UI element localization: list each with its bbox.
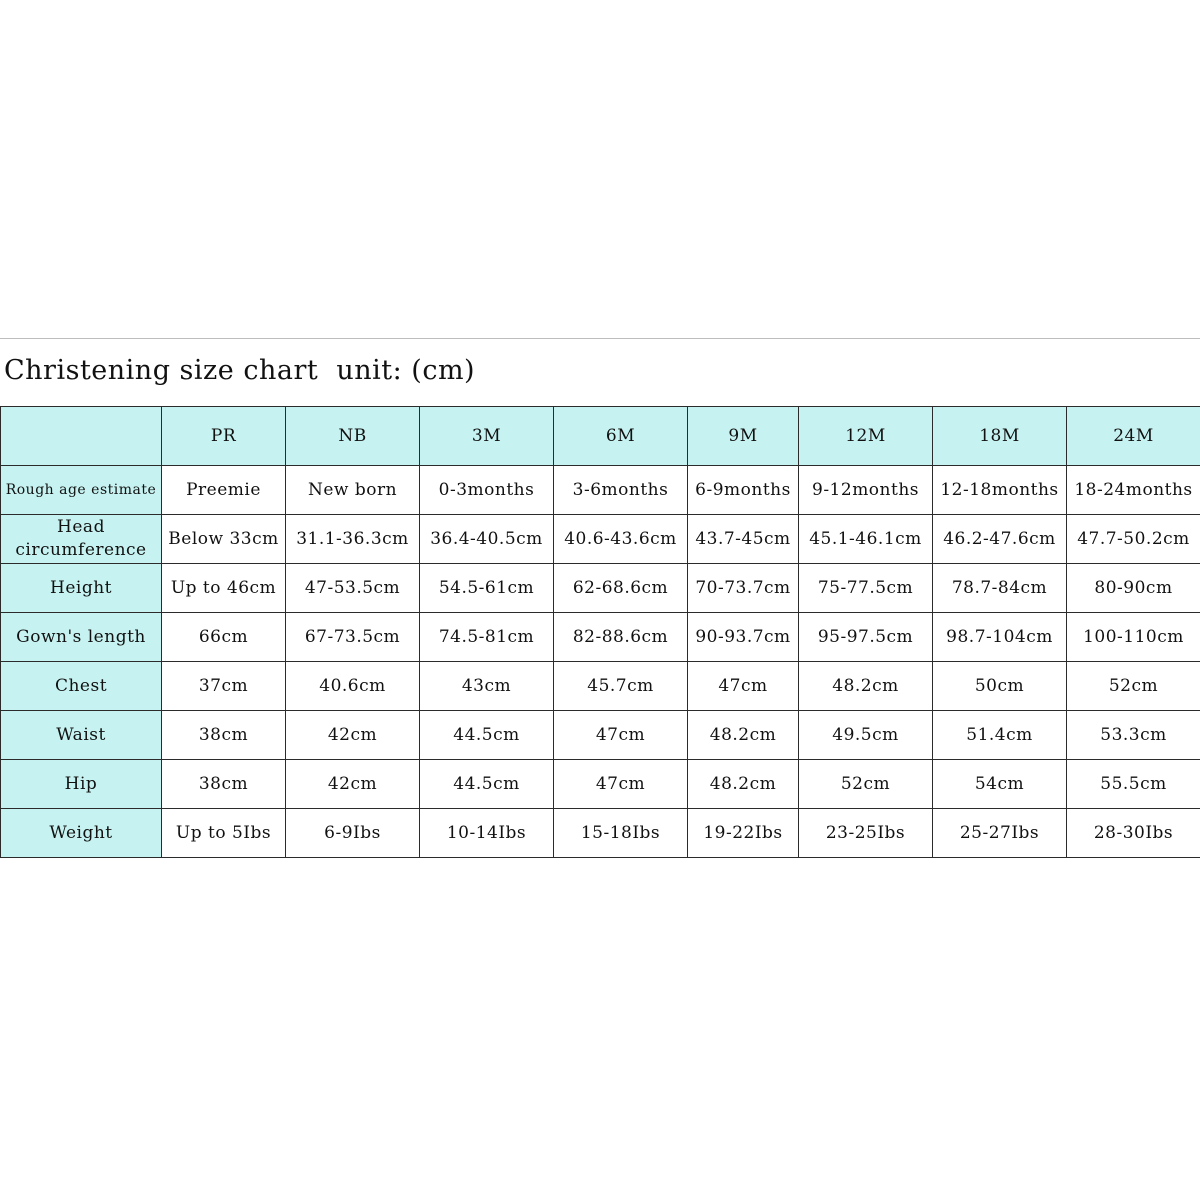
table-row [1, 515, 1200, 564]
table-cell: 19-22Ibs [688, 809, 799, 858]
table-row [1, 466, 1200, 515]
table-cell: 6-9Ibs [286, 809, 420, 858]
table-cell: 43cm [420, 662, 554, 711]
corner-cell [1, 407, 162, 466]
table-cell: 18-24months [1067, 466, 1200, 515]
table-cell: 12-18months [933, 466, 1067, 515]
size-header-3m: 3M [420, 407, 554, 466]
table-cell: 6-9months [688, 466, 799, 515]
table-cell: 75-77.5cm [799, 564, 933, 613]
table-cell: 54.5-61cm [420, 564, 554, 613]
table-cell: 82-88.6cm [554, 613, 688, 662]
table-cell: 9-12months [799, 466, 933, 515]
size-chart-table [0, 406, 1200, 858]
table-cell: 15-18Ibs [554, 809, 688, 858]
row-label: Head circumference [1, 515, 162, 564]
table-cell: 74.5-81cm [420, 613, 554, 662]
row-label: Height [1, 564, 162, 613]
table-cell: 47.7-50.2cm [1067, 515, 1200, 564]
table-cell: 52cm [1067, 662, 1200, 711]
table-row [1, 564, 1200, 613]
table-cell: 48.2cm [799, 662, 933, 711]
table-cell: 47-53.5cm [286, 564, 420, 613]
table-cell: 47cm [554, 711, 688, 760]
table-cell: 95-97.5cm [799, 613, 933, 662]
table-cell: 25-27Ibs [933, 809, 1067, 858]
table-cell: 42cm [286, 711, 420, 760]
table-row [1, 613, 1200, 662]
table-cell: 62-68.6cm [554, 564, 688, 613]
table-cell: 51.4cm [933, 711, 1067, 760]
table-cell: 50cm [933, 662, 1067, 711]
table-row [1, 760, 1200, 809]
table-cell: 40.6cm [286, 662, 420, 711]
table-cell: 53.3cm [1067, 711, 1200, 760]
table-cell: 44.5cm [420, 760, 554, 809]
size-header-6m: 6M [554, 407, 688, 466]
top-divider [0, 338, 1200, 339]
table-cell: 47cm [688, 662, 799, 711]
table-cell: 48.2cm [688, 711, 799, 760]
size-header-nb: NB [286, 407, 420, 466]
table-cell: 100-110cm [1067, 613, 1200, 662]
table-cell: 52cm [799, 760, 933, 809]
table-cell: 36.4-40.5cm [420, 515, 554, 564]
table-cell: 45.7cm [554, 662, 688, 711]
size-header-24m: 24M [1067, 407, 1200, 466]
table-cell: 47cm [554, 760, 688, 809]
size-header-9m: 9M [688, 407, 799, 466]
row-label: Chest [1, 662, 162, 711]
table-cell: 28-30Ibs [1067, 809, 1200, 858]
row-label: Hip [1, 760, 162, 809]
table-cell: 98.7-104cm [933, 613, 1067, 662]
table-cell: 44.5cm [420, 711, 554, 760]
table-cell: 3-6months [554, 466, 688, 515]
table-cell: 48.2cm [688, 760, 799, 809]
table-cell: 38cm [162, 711, 286, 760]
table-row [1, 809, 1200, 858]
table-cell: 23-25Ibs [799, 809, 933, 858]
table-row [1, 711, 1200, 760]
table-cell: 66cm [162, 613, 286, 662]
table-cell: 42cm [286, 760, 420, 809]
table-cell: 90-93.7cm [688, 613, 799, 662]
table-cell: 67-73.5cm [286, 613, 420, 662]
size-header-pr: PR [162, 407, 286, 466]
table-cell: 43.7-45cm [688, 515, 799, 564]
row-label: Waist [1, 711, 162, 760]
table-cell: 49.5cm [799, 711, 933, 760]
table-cell: 54cm [933, 760, 1067, 809]
size-header-18m: 18M [933, 407, 1067, 466]
table-cell: 45.1-46.1cm [799, 515, 933, 564]
chart-title: Christening size chart unit: (cm) [4, 355, 476, 386]
table-cell: Up to 46cm [162, 564, 286, 613]
table-cell: 37cm [162, 662, 286, 711]
table-cell: Below 33cm [162, 515, 286, 564]
size-header-12m: 12M [799, 407, 933, 466]
table-cell: 10-14Ibs [420, 809, 554, 858]
table-cell: Preemie [162, 466, 286, 515]
table-cell: 40.6-43.6cm [554, 515, 688, 564]
table-cell: Up to 5Ibs [162, 809, 286, 858]
header-row [1, 407, 1200, 466]
table-cell: 78.7-84cm [933, 564, 1067, 613]
table-cell: 55.5cm [1067, 760, 1200, 809]
table-cell: 46.2-47.6cm [933, 515, 1067, 564]
table-cell: 70-73.7cm [688, 564, 799, 613]
table-row [1, 662, 1200, 711]
row-label: Rough age estimate [1, 466, 162, 515]
table-cell: 0-3months [420, 466, 554, 515]
table-cell: New born [286, 466, 420, 515]
table-cell: 31.1-36.3cm [286, 515, 420, 564]
table-cell: 80-90cm [1067, 564, 1200, 613]
row-label: Gown's length [1, 613, 162, 662]
row-label: Weight [1, 809, 162, 858]
table-cell: 38cm [162, 760, 286, 809]
